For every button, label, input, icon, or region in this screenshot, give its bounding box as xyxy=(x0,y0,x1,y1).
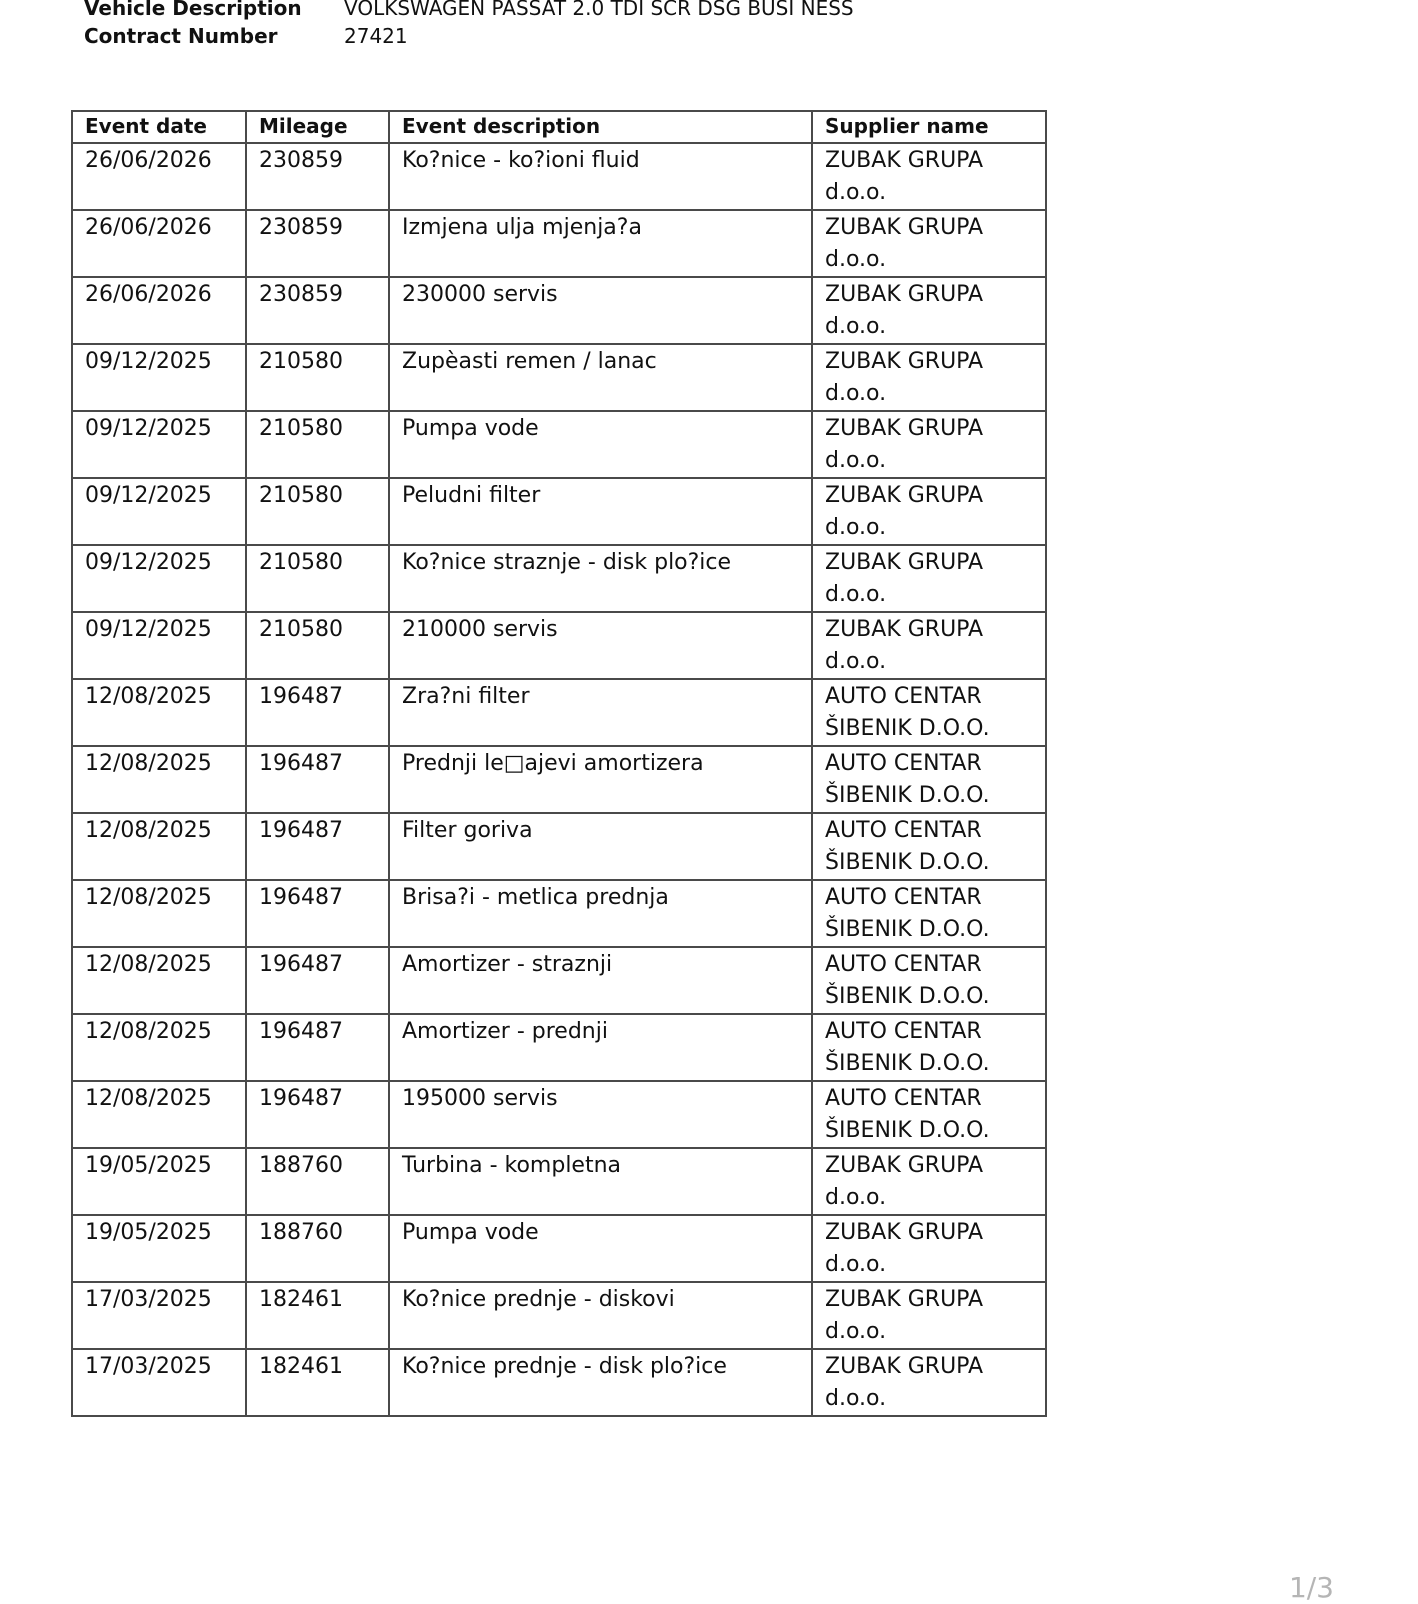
table-row xyxy=(72,1282,1046,1349)
cell-event-date: 12/08/2025 xyxy=(72,746,246,813)
cell-event-description: Ko?nice prednje - disk plo?ice xyxy=(389,1349,812,1416)
cell-mileage: 196487 xyxy=(246,813,389,880)
cell-event-description: Prednji le□ajevi amortizera xyxy=(389,746,812,813)
cell-mileage: 188760 xyxy=(246,1215,389,1282)
contract-number-row xyxy=(84,22,854,50)
cell-supplier-name: ZUBAK GRUPA d.o.o. xyxy=(812,411,1046,478)
cell-event-description: 195000 servis xyxy=(389,1081,812,1148)
cell-event-date: 26/06/2026 xyxy=(72,210,246,277)
cell-mileage: 196487 xyxy=(246,947,389,1014)
cell-mileage: 182461 xyxy=(246,1282,389,1349)
table-row xyxy=(72,813,1046,880)
table-row xyxy=(72,612,1046,679)
column-header-supplier-name: Supplier name xyxy=(812,111,1046,143)
cell-mileage: 196487 xyxy=(246,1081,389,1148)
table-row xyxy=(72,478,1046,545)
cell-supplier-name: ZUBAK GRUPA d.o.o. xyxy=(812,143,1046,210)
table-row xyxy=(72,344,1046,411)
table-row xyxy=(72,947,1046,1014)
cell-supplier-name: AUTO CENTAR ŠIBENIK D.O.O. xyxy=(812,679,1046,746)
cell-supplier-name: ZUBAK GRUPA d.o.o. xyxy=(812,478,1046,545)
cell-event-description: Zupèasti remen / lanac xyxy=(389,344,812,411)
vehicle-info xyxy=(84,0,854,50)
cell-mileage: 196487 xyxy=(246,746,389,813)
cell-supplier-name: AUTO CENTAR ŠIBENIK D.O.O. xyxy=(812,1081,1046,1148)
contract-number-value: 27421 xyxy=(344,24,408,48)
cell-event-date: 09/12/2025 xyxy=(72,478,246,545)
table-row xyxy=(72,1148,1046,1215)
cell-event-date: 19/05/2025 xyxy=(72,1148,246,1215)
table-row xyxy=(72,679,1046,746)
page-indicator: 1/3 xyxy=(1288,1571,1334,1604)
column-header-event-date: Event date xyxy=(72,111,246,143)
table-row xyxy=(72,880,1046,947)
cell-supplier-name: ZUBAK GRUPA d.o.o. xyxy=(812,612,1046,679)
cell-mileage: 230859 xyxy=(246,210,389,277)
cell-mileage: 188760 xyxy=(246,1148,389,1215)
cell-mileage: 196487 xyxy=(246,1014,389,1081)
cell-supplier-name: AUTO CENTAR ŠIBENIK D.O.O. xyxy=(812,746,1046,813)
cell-mileage: 210580 xyxy=(246,478,389,545)
cell-mileage: 196487 xyxy=(246,679,389,746)
cell-event-description: Ko?nice straznje - disk plo?ice xyxy=(389,545,812,612)
table-row xyxy=(72,1349,1046,1416)
contract-number-label: Contract Number xyxy=(84,24,278,48)
cell-supplier-name: AUTO CENTAR ŠIBENIK D.O.O. xyxy=(812,813,1046,880)
cell-event-description: Ko?nice prednje - diskovi xyxy=(389,1282,812,1349)
cell-supplier-name: ZUBAK GRUPA d.o.o. xyxy=(812,344,1046,411)
cell-supplier-name: ZUBAK GRUPA d.o.o. xyxy=(812,210,1046,277)
vehicle-description-value: VOLKSWAGEN PASSAT 2.0 TDI SCR DSG BUSI NESS xyxy=(344,0,854,20)
cell-event-date: 19/05/2025 xyxy=(72,1215,246,1282)
cell-event-description: 230000 servis xyxy=(389,277,812,344)
cell-supplier-name: ZUBAK GRUPA d.o.o. xyxy=(812,277,1046,344)
table-row xyxy=(72,411,1046,478)
cell-event-description: Pumpa vode xyxy=(389,411,812,478)
table-row xyxy=(72,143,1046,210)
cell-event-description: Ko?nice - ko?ioni fluid xyxy=(389,143,812,210)
cell-event-description: Peludni filter xyxy=(389,478,812,545)
cell-event-date: 12/08/2025 xyxy=(72,813,246,880)
service-history-table xyxy=(71,110,1047,1417)
cell-event-description: Brisa?i - metlica prednja xyxy=(389,880,812,947)
cell-mileage: 210580 xyxy=(246,344,389,411)
table-row xyxy=(72,1081,1046,1148)
cell-mileage: 196487 xyxy=(246,880,389,947)
table-row xyxy=(72,210,1046,277)
table-row xyxy=(72,1215,1046,1282)
cell-event-description: Turbina - kompletna xyxy=(389,1148,812,1215)
cell-event-date: 17/03/2025 xyxy=(72,1282,246,1349)
column-header-event-description: Event description xyxy=(389,111,812,143)
cell-mileage: 210580 xyxy=(246,411,389,478)
cell-event-description: 210000 servis xyxy=(389,612,812,679)
cell-supplier-name: AUTO CENTAR ŠIBENIK D.O.O. xyxy=(812,1014,1046,1081)
cell-event-date: 26/06/2026 xyxy=(72,277,246,344)
cell-mileage: 230859 xyxy=(246,143,389,210)
cell-event-date: 09/12/2025 xyxy=(72,411,246,478)
cell-event-date: 09/12/2025 xyxy=(72,344,246,411)
cell-event-description: Amortizer - straznji xyxy=(389,947,812,1014)
cell-event-description: Izmjena ulja mjenja?a xyxy=(389,210,812,277)
cell-event-date: 26/06/2026 xyxy=(72,143,246,210)
cell-event-description: Pumpa vode xyxy=(389,1215,812,1282)
cell-event-description: Filter goriva xyxy=(389,813,812,880)
cell-supplier-name: AUTO CENTAR ŠIBENIK D.O.O. xyxy=(812,880,1046,947)
cell-supplier-name: ZUBAK GRUPA d.o.o. xyxy=(812,545,1046,612)
column-header-mileage: Mileage xyxy=(246,111,389,143)
cell-mileage: 230859 xyxy=(246,277,389,344)
cell-event-date: 12/08/2025 xyxy=(72,1081,246,1148)
cell-mileage: 210580 xyxy=(246,545,389,612)
cell-mileage: 182461 xyxy=(246,1349,389,1416)
cell-event-date: 09/12/2025 xyxy=(72,545,246,612)
table-row xyxy=(72,545,1046,612)
cell-event-date: 12/08/2025 xyxy=(72,880,246,947)
cell-supplier-name: ZUBAK GRUPA d.o.o. xyxy=(812,1215,1046,1282)
vehicle-description-row xyxy=(84,0,854,22)
cell-supplier-name: ZUBAK GRUPA d.o.o. xyxy=(812,1282,1046,1349)
cell-event-description: Amortizer - prednji xyxy=(389,1014,812,1081)
table-row xyxy=(72,746,1046,813)
cell-supplier-name: ZUBAK GRUPA d.o.o. xyxy=(812,1349,1046,1416)
vehicle-description-label: Vehicle Description xyxy=(84,0,302,20)
cell-event-date: 17/03/2025 xyxy=(72,1349,246,1416)
cell-supplier-name: ZUBAK GRUPA d.o.o. xyxy=(812,1148,1046,1215)
cell-event-date: 12/08/2025 xyxy=(72,679,246,746)
cell-event-date: 12/08/2025 xyxy=(72,1014,246,1081)
cell-supplier-name: AUTO CENTAR ŠIBENIK D.O.O. xyxy=(812,947,1046,1014)
table-body xyxy=(72,143,1046,1416)
cell-mileage: 210580 xyxy=(246,612,389,679)
table-header-row xyxy=(72,111,1046,143)
cell-event-description: Zra?ni filter xyxy=(389,679,812,746)
table-row xyxy=(72,277,1046,344)
cell-event-date: 12/08/2025 xyxy=(72,947,246,1014)
cell-event-date: 09/12/2025 xyxy=(72,612,246,679)
table-row xyxy=(72,1014,1046,1081)
